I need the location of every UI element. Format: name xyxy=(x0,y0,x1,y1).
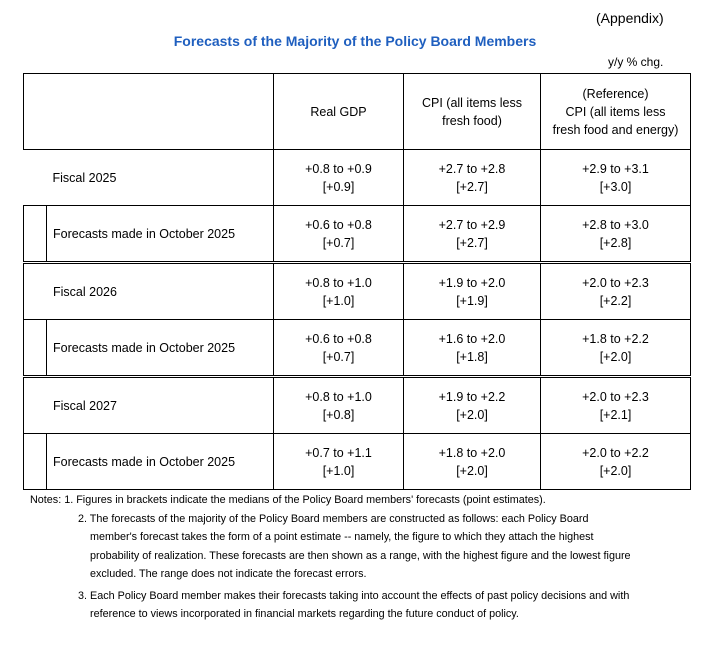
ref-median: [+2.2] xyxy=(599,293,632,308)
gdp-median: [+0.9] xyxy=(322,179,355,194)
header-real-gdp: Real GDP xyxy=(274,74,404,150)
gdp-range: +0.6 to +0.8 xyxy=(305,331,372,346)
gdp-median: [+1.0] xyxy=(322,293,355,308)
row-label: Fiscal 2027 xyxy=(24,377,274,434)
cell-cpi xyxy=(404,150,541,206)
cell-gdp xyxy=(274,434,404,490)
cpi-median: [+2.0] xyxy=(456,407,488,422)
row-label: Fiscal 2025 xyxy=(24,150,274,206)
cell-cpi xyxy=(404,320,541,377)
cell-cpi xyxy=(404,263,541,320)
header-blank-cell xyxy=(24,74,274,150)
cell-gdp xyxy=(274,377,404,434)
unit-label: y/y % chg. xyxy=(608,55,664,69)
note-3-line-1: 3. Each Policy Board member makes their forecasts taking into account the effects of past policy decisions and with xyxy=(78,589,630,602)
indent-cell xyxy=(24,320,47,377)
header-reference-cpi xyxy=(541,74,691,150)
indent-cell xyxy=(24,434,47,490)
table-row xyxy=(24,320,691,377)
note-1: Notes: 1. Figures in brackets indicate the medians of the Policy Board members' forecasts (point estimates). xyxy=(30,494,546,506)
cpi-range: +2.7 to +2.9 xyxy=(438,217,506,232)
row-label: Forecasts made in October 2025 xyxy=(47,320,274,377)
cpi-median: [+1.9] xyxy=(456,293,488,308)
table-row xyxy=(24,263,691,320)
row-label: Forecasts made in October 2025 xyxy=(47,434,274,490)
page-title-text: Forecasts of the Majority of the Policy Board Members xyxy=(173,33,537,49)
header-ref-line1: (Reference) xyxy=(582,86,649,101)
ref-median: [+2.0] xyxy=(599,349,632,364)
cell-gdp xyxy=(274,320,404,377)
forecast-table xyxy=(23,73,691,490)
note-2-line-2: member's forecast takes the form of a point estimate -- namely, the figure to which they attach the highest xyxy=(90,531,594,543)
table-row xyxy=(24,206,691,263)
cell-gdp xyxy=(274,150,404,206)
note-2-line-1: 2. The forecasts of the majority of the Policy Board members are constructed as follows: each Policy Board xyxy=(78,512,589,525)
indent-cell xyxy=(24,206,47,263)
ref-range: +2.0 to +2.3 xyxy=(582,389,649,404)
cell-ref xyxy=(541,320,691,377)
ref-median: [+3.0] xyxy=(599,179,632,194)
header-cpi-line1: CPI (all items less xyxy=(421,95,523,110)
ref-median: [+2.1] xyxy=(599,407,632,422)
header-cpi-line2: fresh food) xyxy=(442,113,502,128)
header-ref-line3: fresh food and energy) xyxy=(552,122,679,137)
table-header-row xyxy=(24,74,691,150)
ref-range: +2.9 to +3.1 xyxy=(582,161,649,176)
header-ref-line2: CPI (all items less xyxy=(565,104,666,119)
appendix-label: (Appendix) xyxy=(596,10,664,26)
cpi-median: [+2.7] xyxy=(456,179,488,194)
row-label: Fiscal 2026 xyxy=(24,263,274,320)
cpi-median: [+2.0] xyxy=(456,463,488,478)
gdp-median: [+1.0] xyxy=(322,463,355,478)
gdp-median: [+0.7] xyxy=(322,349,355,364)
gdp-range: +0.8 to +1.0 xyxy=(305,389,372,404)
cpi-range: +2.7 to +2.8 xyxy=(438,161,506,176)
ref-median: [+2.0] xyxy=(599,463,632,478)
gdp-range: +0.8 to +0.9 xyxy=(305,161,372,176)
cell-gdp xyxy=(274,263,404,320)
gdp-median: [+0.7] xyxy=(322,235,355,250)
cell-ref xyxy=(541,263,691,320)
ref-range: +1.8 to +2.2 xyxy=(582,331,649,346)
cell-cpi xyxy=(404,377,541,434)
table-row xyxy=(24,377,691,434)
table-row xyxy=(24,434,691,490)
ref-median: [+2.8] xyxy=(599,235,632,250)
cpi-range: +1.8 to +2.0 xyxy=(438,445,506,460)
note-2-line-3: probability of realization. These forecasts are then shown as a range, with the highest figure and the lowest figure xyxy=(90,549,631,562)
cpi-range: +1.6 to +2.0 xyxy=(438,331,506,346)
page-title xyxy=(0,33,710,49)
cell-ref xyxy=(541,150,691,206)
cpi-range: +1.9 to +2.2 xyxy=(438,389,506,404)
cell-cpi xyxy=(404,206,541,263)
cell-cpi xyxy=(404,434,541,490)
header-cpi xyxy=(404,74,541,150)
row-label: Forecasts made in October 2025 xyxy=(47,206,274,263)
ref-range: +2.0 to +2.2 xyxy=(582,445,649,460)
ref-range: +2.8 to +3.0 xyxy=(582,217,649,232)
gdp-range: +0.8 to +1.0 xyxy=(305,275,372,290)
cell-gdp xyxy=(274,206,404,263)
ref-range: +2.0 to +2.3 xyxy=(582,275,649,290)
cpi-median: [+2.7] xyxy=(456,235,488,250)
notes-section xyxy=(30,491,680,624)
note-3-line-2: reference to views incorporated in financial markets regarding the future conduct of policy. xyxy=(90,608,519,620)
cpi-median: [+1.8] xyxy=(456,349,488,364)
gdp-range: +0.7 to +1.1 xyxy=(305,445,372,460)
cpi-range: +1.9 to +2.0 xyxy=(438,275,506,290)
cell-ref xyxy=(541,206,691,263)
note-2-line-4: excluded. The range does not indicate the forecast errors. xyxy=(90,568,367,580)
cell-ref xyxy=(541,377,691,434)
cell-ref xyxy=(541,434,691,490)
gdp-median: [+0.8] xyxy=(322,407,355,422)
table-row xyxy=(24,150,691,206)
gdp-range: +0.6 to +0.8 xyxy=(305,217,372,232)
